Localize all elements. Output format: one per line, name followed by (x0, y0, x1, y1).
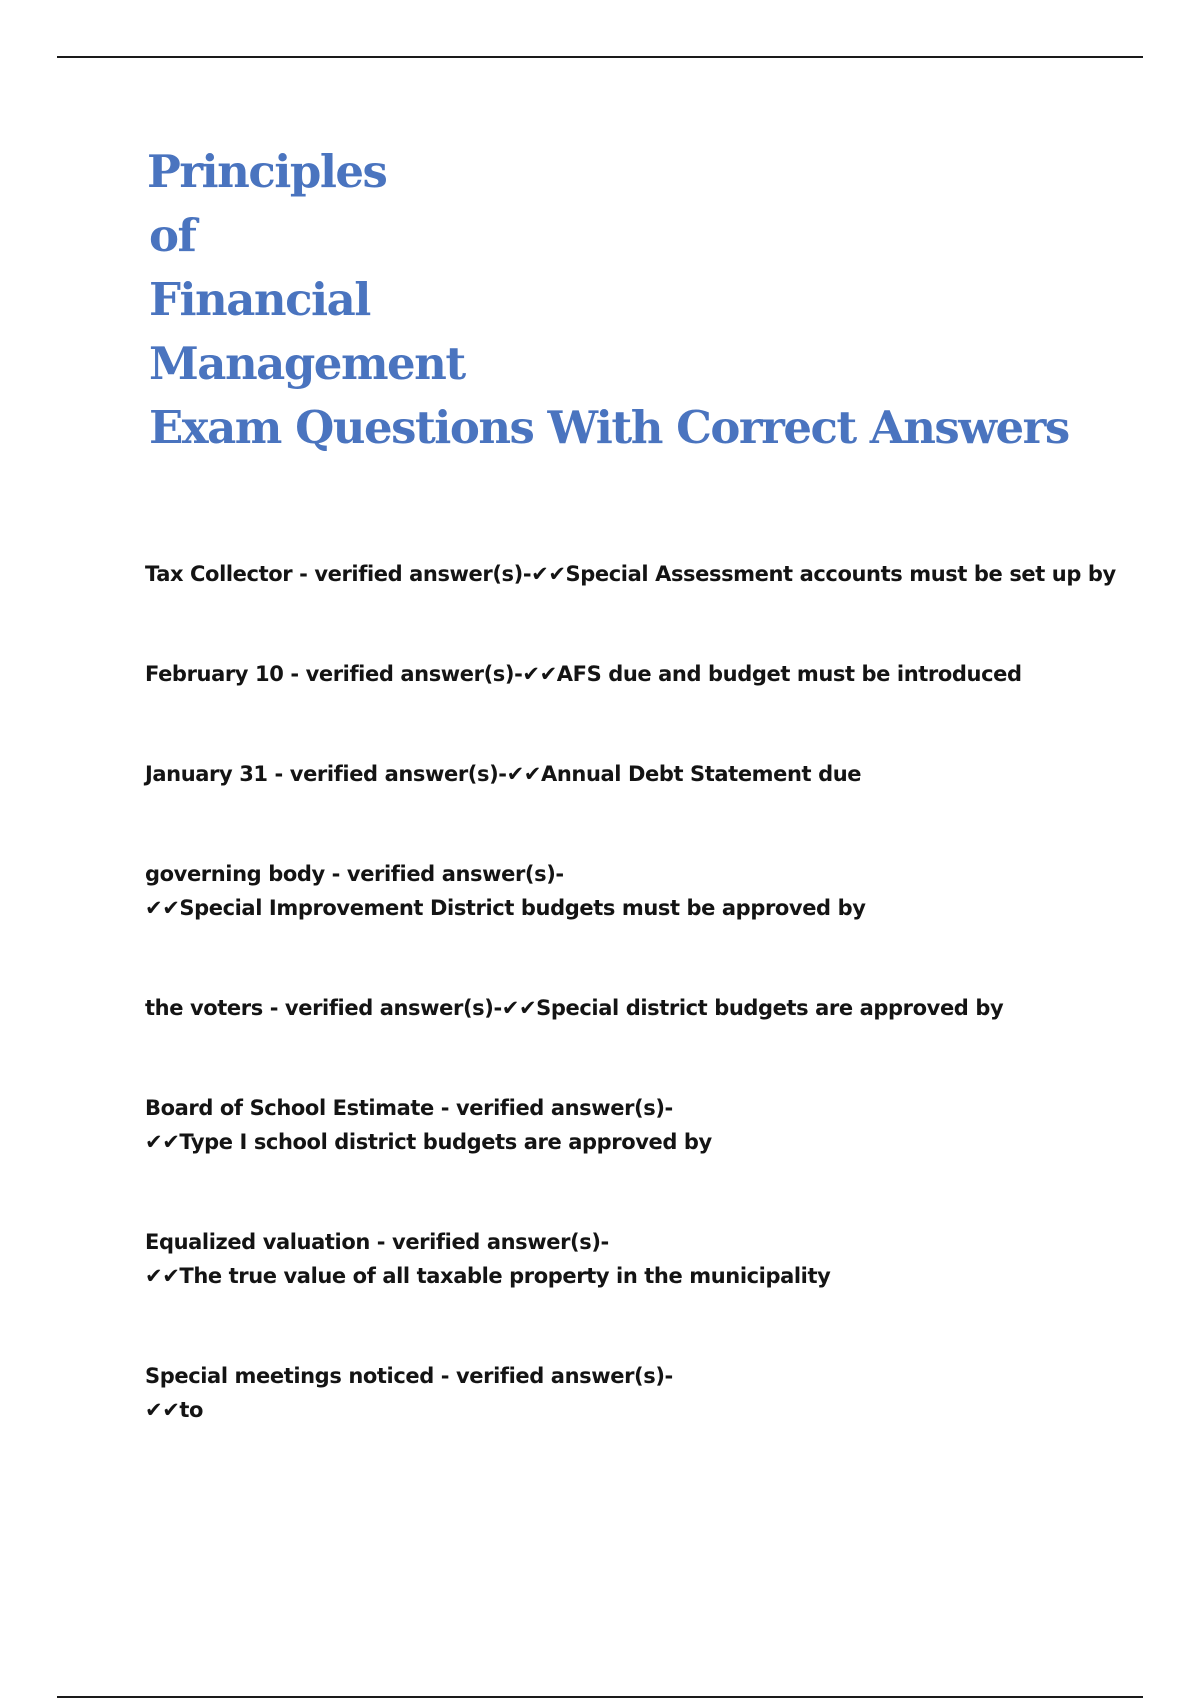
title-line: of (149, 209, 196, 262)
qa-item (145, 1359, 1105, 1427)
qa-item (145, 857, 1105, 925)
qa-list (145, 557, 1116, 1427)
qa-item (145, 557, 1116, 591)
qa-item (145, 657, 1105, 691)
title-line: Financial (149, 273, 370, 326)
qa-item (145, 1091, 1105, 1159)
title-line: Principles (147, 145, 387, 198)
title-line: Exam Questions With Correct Answers (149, 401, 1069, 454)
qa-text: ✔✔Type I school district budgets are approved by (145, 1130, 712, 1154)
qa-text: ✔✔to (145, 1398, 204, 1422)
qa-item (145, 1225, 1105, 1293)
qa-text: February 10 - verified answer(s)-✔✔AFS due and budget must be introduced (145, 662, 1022, 686)
top-rule (57, 56, 1143, 58)
qa-text: the voters - verified answer(s)-✔✔Special district budgets are approved by (145, 996, 1004, 1020)
qa-text: Board of School Estimate - verified answer(s)- (145, 1096, 673, 1120)
qa-text: Special meetings noticed - verified answer(s)- (145, 1364, 673, 1388)
qa-text: ✔✔The true value of all taxable property in the municipality (145, 1264, 831, 1288)
bottom-rule (57, 1696, 1143, 1698)
qa-text: Tax Collector - verified answer(s)-✔✔Special Assessment accounts must be set up by (145, 562, 1116, 586)
qa-item (145, 991, 1105, 1025)
qa-text: January 31 - verified answer(s)-✔✔Annual Debt Statement due (145, 762, 862, 786)
qa-text: governing body - verified answer(s)- (145, 862, 564, 886)
qa-text: Equalized valuation - verified answer(s)- (145, 1230, 609, 1254)
document-title (147, 140, 1147, 460)
qa-item (145, 757, 1105, 791)
title-line: Management (149, 337, 465, 390)
qa-text: ✔✔Special Improvement District budgets must be approved by (145, 896, 866, 920)
